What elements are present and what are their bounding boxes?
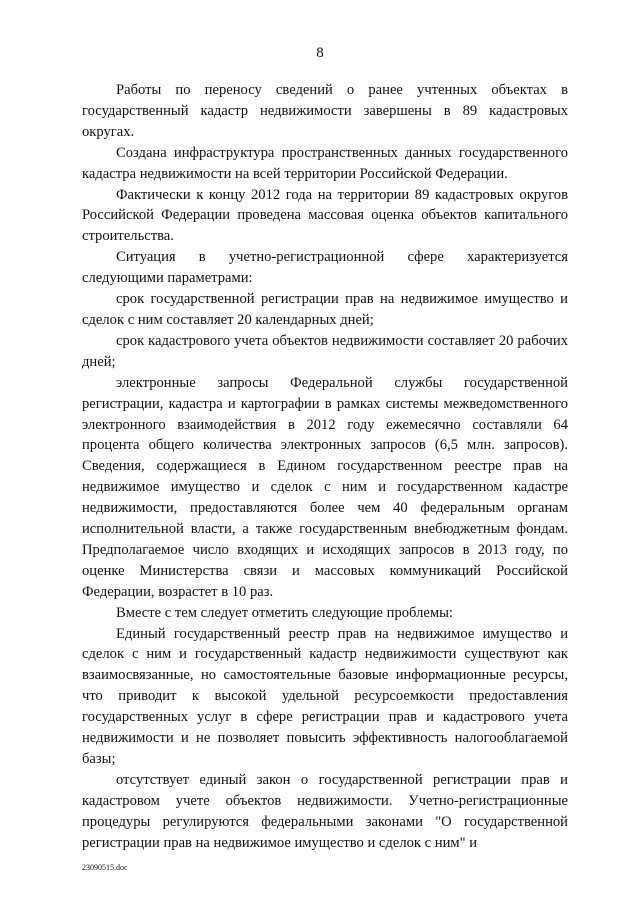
file-name-footer: 23090515.doc [82,863,128,872]
page-number: 8 [316,45,324,61]
paragraph: срок кадастрового учета объектов недвижимости составляет 20 рабочих дней; [82,332,568,370]
paragraph: электронные запросы Федеральной службы государственной регистрации, кадастра и картографии в рамках системы межведомственного электронного взаимодействия в 2012 году ежемесячно составляли 64 процента общего количества электронных запросов (6,5 млн. запросов). Сведения, содержащиеся в Едином государственном реестре прав на недвижимое имущество и сделок с ним и государственном кадастре недвижимости, предоставляются более чем 40 федеральным органам исполнительной власти, а также государственным внебюджетным фондам. Предполагаемое число входящих и исходящих запросов в 2013 году, по оценке Министерства связи и массовых коммуникаций Российской Федерации, возрастет в 10 раз. [82,374,568,600]
paragraph: срок государственной регистрации прав на недвижимое имущество и сделок с ним составляет 20 календарных дней; [82,291,568,328]
document-body [82,80,568,854]
paragraph: отсутствует единый закон о государственной регистрации прав и кадастровом учете объектов недвижимости. Учетно-регистрационные процедуры регулируются федеральными законами "О государственной регистрации прав на недвижимое имущество и сделок с ним" и [82,771,568,851]
paragraph: Работы по переносу сведений о ранее учтенных объектах в государственный кадастр недвижимости завершены в 89 кадастровых округах. [82,82,568,140]
paragraph: Фактически к концу 2012 года на территории 89 кадастровых округов Российской Федерации проведена массовая оценка объектов капитального строительства. [82,186,568,245]
paragraph: Единый государственный реестр прав на недвижимое имущество и сделок с ним и государственный кадастр недвижимости существуют как взаимосвязанные, но самостоятельные базовые информационные ресурсы, что приводит к высокой удельной ресурсоемкости предоставления государственных услуг в сфере регистрации прав и кадастрового учета недвижимости и не позволяет повысить эффективность налогооблагаемой базы; [82,625,568,767]
paragraph: Ситуация в учетно-регистрационной сфере характеризуется следующими параметрами: [82,249,568,287]
paragraph: Вместе с тем следует отметить следующие проблемы: [116,604,453,621]
paragraph: Создана инфраструктура пространственных данных государственного кадастра недвижимости на всей территории Российской Федерации. [82,144,568,182]
